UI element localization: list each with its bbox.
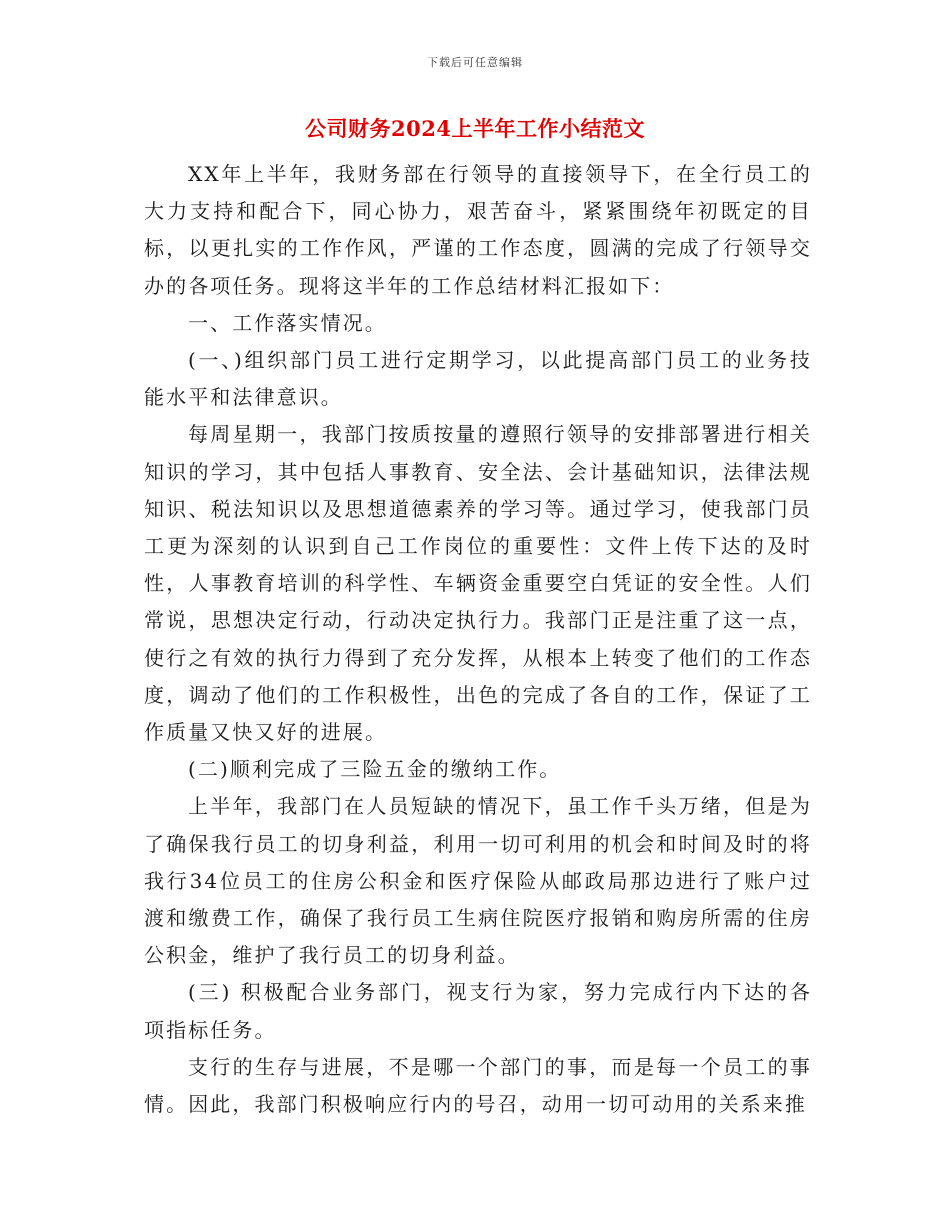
section-heading-1: 一、工作落实情况。: [188, 310, 387, 335]
paragraph-intro: XX年上半年，我财务部在行领导的直接领导下，在全行员工的大力支持和配合下，同心协力，艰苦奋斗，紧紧围绕年初既定的目标，以更扎实的工作作风，严谨的工作态度，圆满的完成了行领导交办的各项任务。现将这半年的工作总结材料汇报如下：: [144, 162, 812, 298]
paragraph-study: 每周星期一，我部门按质按量的遵照行领导的安排部署进行相关知识的学习，其中包括人事教育、安全法、会计基础知识，法律法规知识、税法知识以及思想道德素养的学习等。通过学习，使我部门员工更为深刻的认识到自己工作岗位的重要性：文件上传下达的及时性，人事教育培训的科学性、车辆资金重要空白凭证的安全性。人们常说，思想决定行动，行动决定执行力。我部门正是注重了这一点，使行之有效的执行力得到了充分发挥，从根本上转变了他们的工作态度，调动了他们的工作积极性，出色的完成了各自的工作，保证了工作质量又快又好的进展。: [144, 422, 812, 745]
paragraph-insurance: 上半年，我部门在人员短缺的情况下，虽工作千头万绪，但是为了确保我行员工的切身利益，利用一切可利用的机会和时间及时的将我行34位员工的住房公积金和医疗保险从邮政局那边进行了账户过渡和缴费工作，确保了我行员工生病住院医疗报销和购房所需的住房公积金，维护了我行员工的切身利益。: [144, 794, 812, 968]
document-body: [144, 156, 812, 1123]
paragraph-development: 支行的生存与进展，不是哪一个部门的事，而是每一个员工的事情。因此，我部门积极响应行内的号召，动用一切可动用的关系来推: [144, 1054, 812, 1117]
subsection-heading-1: (一、)组织部门员工进行定期学习，以此提高部门员工的业务技能水平和法律意识。: [144, 348, 812, 410]
subsection-heading-2: (二)顺利完成了三险五金的缴纳工作。: [188, 757, 562, 782]
subsection-heading-3: (三) 积极配合业务部门，视支行为家，努力完成行内下达的各项指标任务。: [144, 980, 812, 1042]
document-title: 公司财务2024上半年工作小结范文: [305, 116, 645, 141]
header-note: 下载后可任意编辑: [427, 56, 523, 69]
